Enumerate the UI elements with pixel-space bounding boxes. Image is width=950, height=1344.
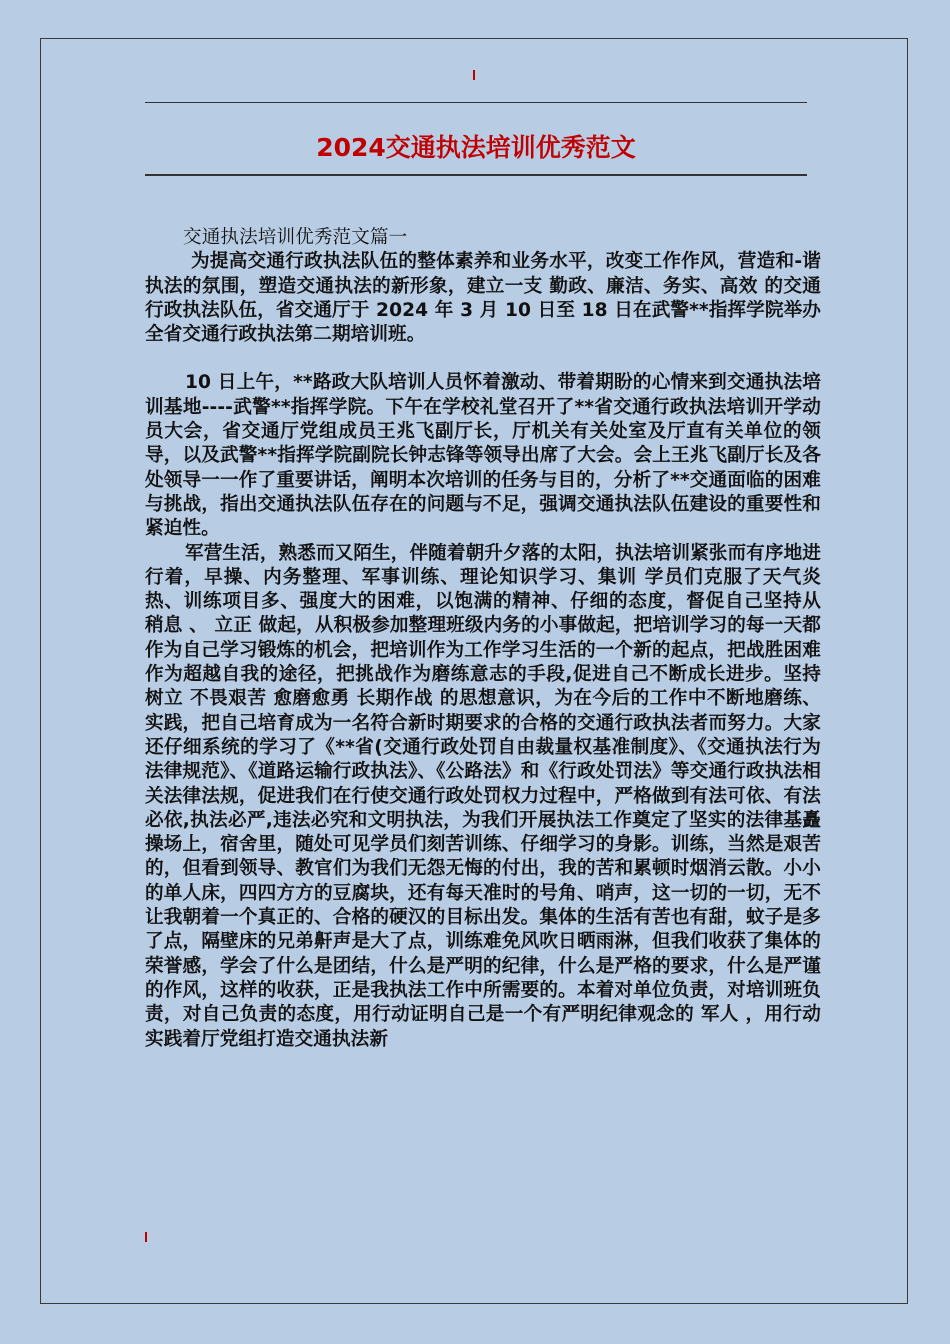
document-body <box>145 226 821 1052</box>
paragraph: 10 日上午，**路政大队培训人员怀着激动、带着期盼的心情来到交通执法培训基地----武警**指挥学院。下午在学校礼堂召开了**省交通行政执法培训开学动员大会，省交通厅党组成员王兆飞副厅长，厅机关有关处室及厅直有关单位的领导，以及武警**指挥学院副院长钟志锋等领导出席了大会。会上王兆飞副厅长及各处领导一一作了重要讲话，阐明本次培训的任务与目的，分析了**交通面临的困难与挑战，指出交通执法队伍存在的问题与不足，强调交通执法队伍建设的重要性和紧迫性。 <box>145 372 821 540</box>
section-subheading: 交通执法培训优秀范文篇一 <box>183 227 408 248</box>
paragraph-spacer <box>145 347 821 371</box>
title-rule-top <box>145 102 807 103</box>
document-title: 2024交通执法培训优秀范文 <box>316 133 636 162</box>
header-marker <box>473 70 475 80</box>
footer-marker <box>145 1232 147 1242</box>
paragraph: 军营生活，熟悉而又陌生，伴随着朝升夕落的太阳，执法培训紧张而有序地进行着，早操、内务整理、军事训练、理论知识学习、集训 学员们克服了天气炎热、训练项目多、强度大的困难，以饱满的精神、仔细的态度，督促自己坚持从 稍息 、 立正 做起，从积极参加整理班级内务的小事做起，把培训学习的每一天都作为自己学习锻炼的机会，把培训作为工作学习生活的一个新的起点，把战胜困难作为超越自我的途径，把挑战作为磨练意志的手段,促进自己不断成长进步。坚持树立 不畏艰苦 愈磨愈勇 长期作战 的思想意识，为在今后的工作中不断地磨练、实践，把自己培育成为一名符合新时期要求的合格的交通行政执法者而努力。大家还仔细系统的学习了《**省(交通行政处罚自由裁量权基准制度》、《交通执法行为法律规范》、《道路运输行政执法》、《公路法》和《行政处罚法》等交通行政执法相关法律法规，促进我们在行使交通行政处罚权力过程中，严格做到有法可依、有法必依,执法必严,违法必究和文明执法，为我们开展执法工作奠定了坚实的法律基矗 操场上，宿舍里，随处可见学员们刻苦训练、仔细学习的身影。训练，当然是艰苦的，但看到领导、教官们为我们无怨无悔的付出，我的苦和累顿时烟消云散。小小的单人床，四四方方的豆腐块，还有每天准时的号角、哨声，这一切的一切，无不让我朝着一个真正的、合格的硬汉的目标出发。集体的生活有苦也有甜，蚊子是多了点，隔壁床的兄弟鼾声是大了点，训练难免风吹日晒雨淋，但我们收获了集体的荣誉感，学会了什么是团结，什么是严明的纪律，什么是严格的要求，什么是严谨的作风，这样的收获，正是我执法工作中所需要的。本着对单位负责，对培训班负责，对自己负责的态度，用行动证明自己是一个有严明纪律观念的 军人 ，用行动实践着厅党组打造交通执法新 <box>145 542 821 1050</box>
title-rule-bottom <box>145 174 807 176</box>
paragraph: 为提高交通行政执法队伍的整体素养和业务水平，改变工作作风，营造和-谐执法的氛围，塑造交通执法的新形象，建立一支 勤政、廉洁、务实、高效 的交通行政执法队伍，省交通厅于 2024 年 3 月 10 日至 18 日在武警**指挥学院举办全省交通行政执法第二期培训班。 <box>145 251 821 346</box>
